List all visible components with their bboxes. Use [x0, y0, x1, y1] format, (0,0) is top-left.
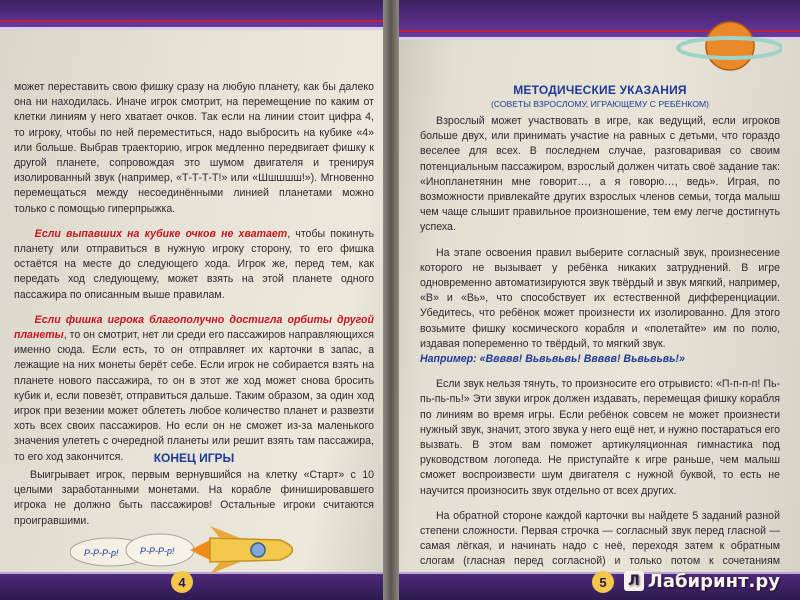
orbit-paragraph-lead: Если фишка игрока благополучно достигла орбиты другой планеты — [14, 313, 375, 342]
dice-paragraph-rest: , чтобы покинуть планету или отправиться в нужную игроку сторону, то его фишка остаётся на месте до следующего хода. Игрок же, перед тем, как передать ход следующему, может взять на этой планете одного пассажира по описанным выше правилам. — [14, 227, 374, 301]
right-page — [390, 0, 800, 600]
dice-paragraph-lead: Если выпавших на кубике очков не хватает — [34, 227, 288, 240]
watermark — [624, 571, 780, 592]
guidelines-paragraph-1: Взрослый может участвовать в игре, как ведущий, если игроков больше двух, или принимать участие на равных с детьми, что гораздо веселее для всех. В последнем случае, разговаривая со своим потенциальным пассажиром, взрослый должен читать своё задание так: «Инопланетянин мне говорит…, а я говорю…, ведь». Играя, по возможности привлекайте других взрослых членов семьи, тогда малыш чем чаще слышит правильное произношение, тем ему легче достигнуть успеха. — [420, 115, 780, 234]
labyrinth-logo-icon: Л — [624, 571, 644, 591]
guidelines-paragraph-3: Если звук нельзя тянуть, то произносите его отрывисто: «П-п-п-п! Пь-пь-пь-пь!» Эти звуки игрок должен издавать, перемещая фишку корабля по линиям во время игры. Если ребёнок совсем не может произнести нужный звук, значит, этого звука у него ещё нет, и нужно постараться его вызвать. В этом вам поможет артикуляционная гимнастика под руководством логопеда. Не приступайте к игре раньше, чем малыш сможет воспроизвести шум двигателя с нужной буквой, то есть не научится произносить звук отдельно от всех других. — [420, 378, 780, 497]
watermark-text: Лабиринт.ру — [647, 571, 780, 592]
planet-illustration — [672, 14, 782, 74]
rocket-fin-top — [210, 526, 240, 538]
guidelines-paragraph-4: На обратной стороне каждой карточки вы найдете 5 заданий разной степени сложности. Первая строчка — согласный звук перед гласной — самая лёгкая, и начинать надо с неё, переходя затем к обратным слогам (гласная перед согласной) и только потом к сочетаниям — [420, 509, 780, 568]
page-number-left: 4 — [171, 571, 193, 593]
intro-paragraph: может переставить свою фишку сразу на любую планету, как бы далеко она ни находилась. Иначе игрок смотрит, на перемещение по каким от клетки линиям у него хватает очков. Так если на линии стоит цифра 4, то игроку, чтобы по ней переместиться, надо выбросить на кубике «4» или больше. Выбрав траекторию, игрок медленно передвигает фишку к другой планете, сопровождая это шумом двигателя и тренируя изолированный звук (например, «Т-Т-Т-Т!» или «Шшшшш!»). Мгновенно перемещаться между несоединёнными линией планетами можно только с помощью гиперпрыжка. — [14, 81, 374, 215]
guidelines-paragraph-2-text: На этапе освоения правил выберите согласный звук, произнесение которого не вызывает у ребёнка никаких затруднений. В игре одновременно автоматизируются звук твёрдый и звук мягкий, например, «В» и «Вь», что способствует их естественной дифференциации. Убедитесь, что ребёнок может произнести их изолированно. Для этого возьмите фишку космического корабля и «полетайте» им по полю, издавая попеременно то твёрдый, то мягкий звук. — [420, 246, 780, 350]
orbit-paragraph — [14, 313, 374, 465]
guidelines-example: Например: «Ввввв! Вьвьвьвь! Ввввв! Вьвьвьвь!» — [420, 353, 685, 366]
rocket-flame-icon — [190, 540, 210, 560]
top-band-left — [0, 0, 397, 30]
orbit-paragraph-rest: , то он смотрит, нет ли среди его пассажиров направляющихся именно сюда. Если есть, то он отправляет их карточки в запас, а лежащие на них монеты берёт себе. Если игрок не собирается взять на планете нового пассажира, то он в этот же ход может снова бросить кубик и, если повезёт, отправиться дальше. Таким образом, за один ход игрок при везении может облететь любое количество планет и развезти хоть всех своих пассажиров. Но если он не сможет из-за маленького значения улететь с очередной планеты или решит взять там пассажира, то его ход закончится. — [14, 329, 374, 463]
guidelines-subtitle: (СОВЕТЫ ВЗРОСЛОМУ, ИГРАЮЩЕМУ С РЕБЁНКОМ) — [490, 99, 710, 109]
dice-paragraph — [14, 227, 374, 303]
end-game-paragraph: Выигрывает игрок, первым вернувшийся на клетку «Старт» с 10 целыми заработанными монетами. На корабле финишировавшего игрока не должно быть пассажиров! Остальные игроки считаются проигравшими. — [14, 469, 374, 527]
right-body-text — [420, 114, 780, 595]
guidelines-paragraph-2 — [420, 246, 780, 368]
left-page — [0, 0, 397, 600]
end-game-title: КОНЕЦ ИГРЫ — [153, 451, 235, 465]
page-number-right: 5 — [592, 571, 614, 593]
rocket-window-icon — [251, 543, 265, 557]
rocket-illustration — [70, 520, 330, 580]
guidelines-title: МЕТОДИЧЕСКИЕ УКАЗАНИЯ — [513, 83, 687, 97]
rocket-sound-1: Р-Р-Р-р! — [84, 548, 119, 558]
planet-icon — [706, 22, 754, 70]
rocket-sound-2: Р-Р-Р-р! — [140, 546, 175, 556]
left-body-text — [14, 80, 374, 475]
book-spine — [383, 0, 399, 600]
rocket-fin-bottom — [210, 562, 240, 574]
